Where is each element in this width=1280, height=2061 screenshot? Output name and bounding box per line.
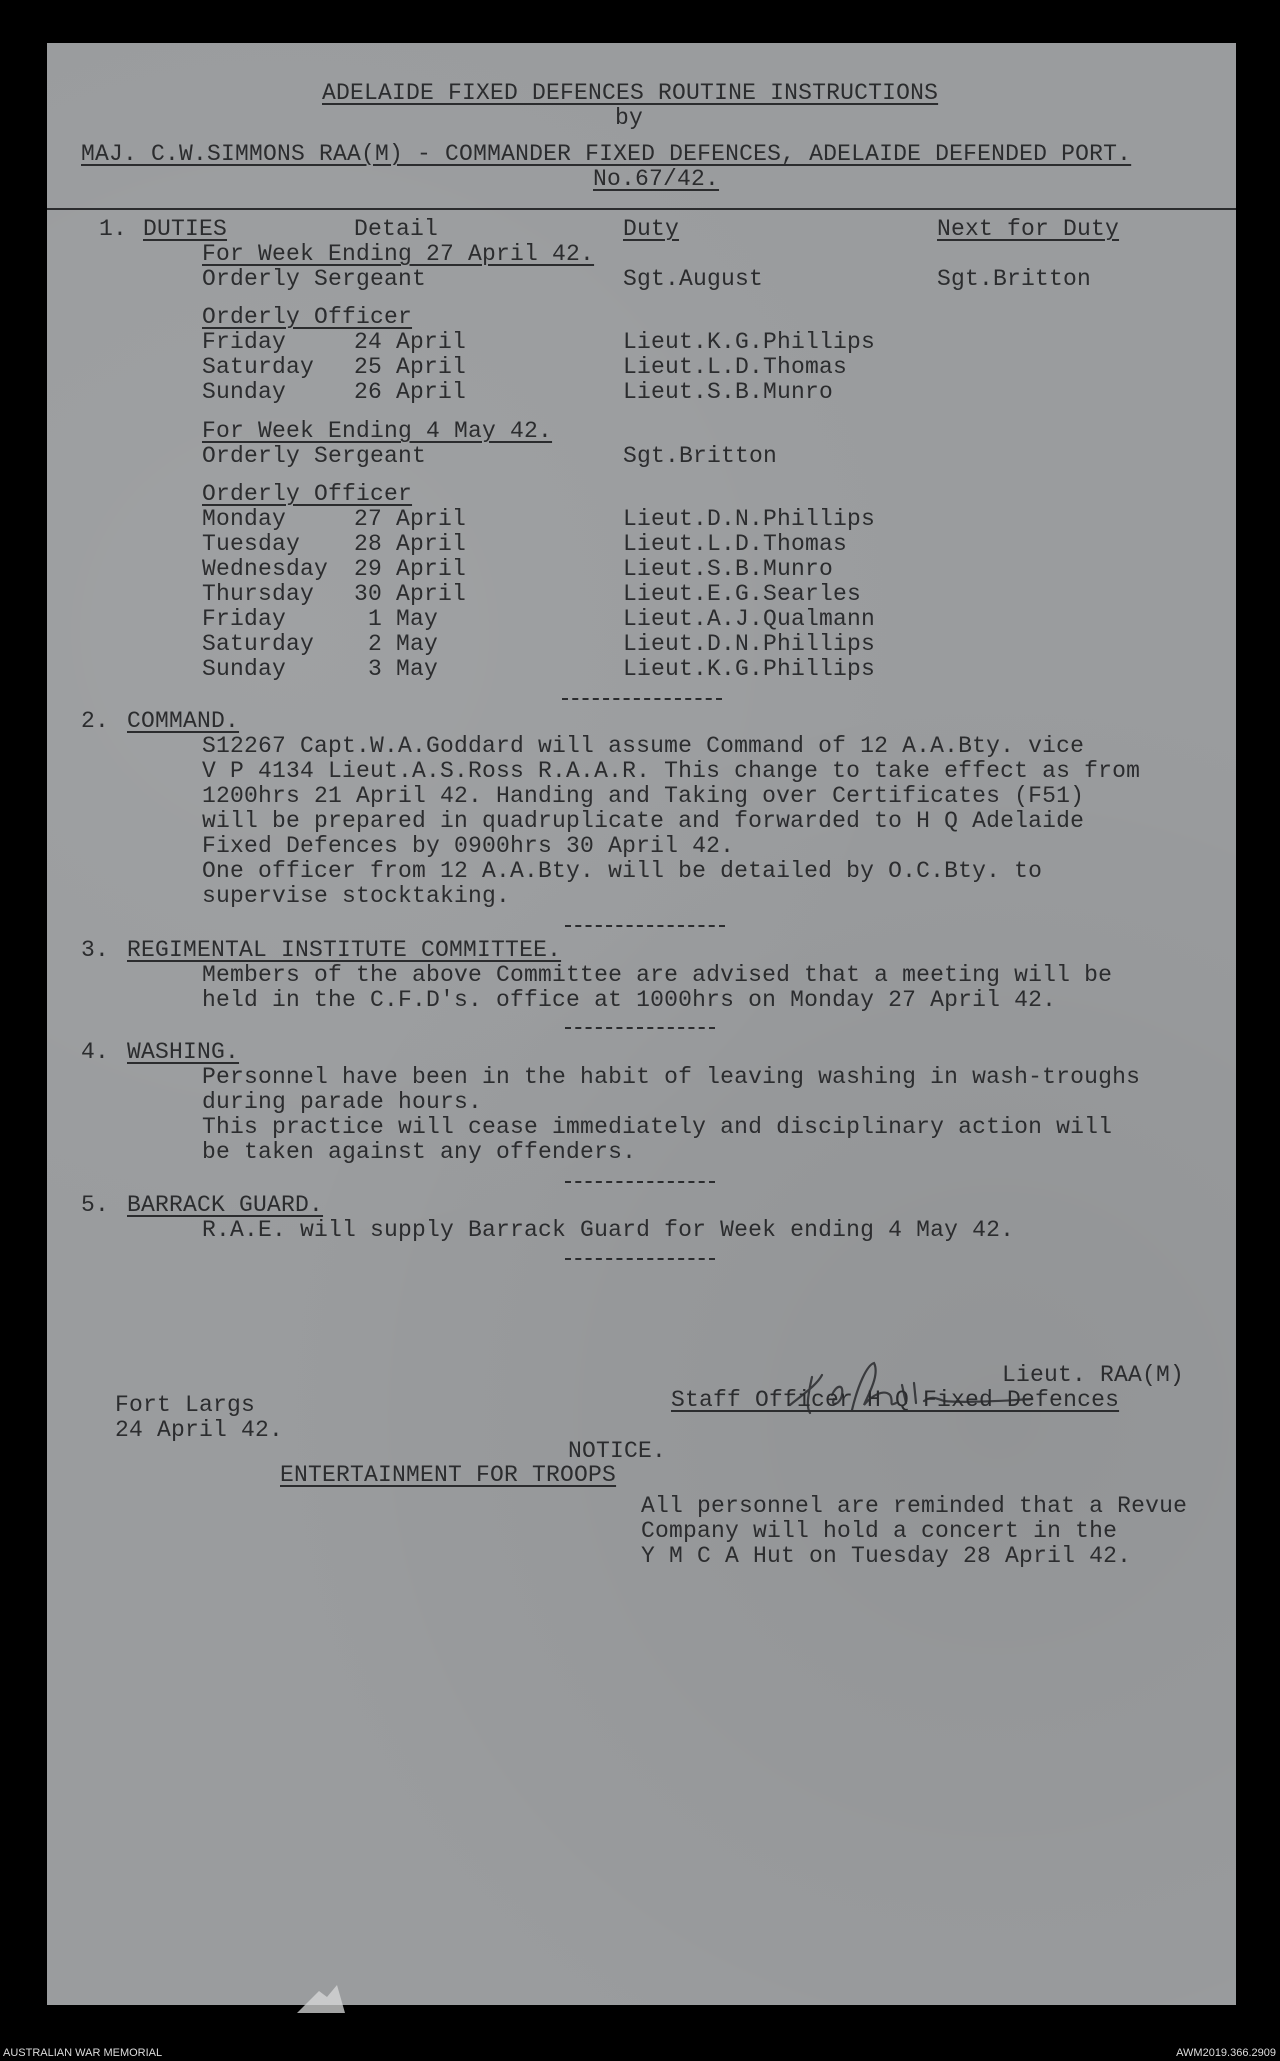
footer-archive-name: AUSTRALIAN WAR MEMORIAL	[3, 2047, 163, 2059]
roster-officer: Lieut.K.G.Phillips	[623, 656, 876, 682]
command-line: One officer from 12 A.A.Bty. will be detailed by O.C.Bty. to	[202, 858, 1043, 884]
command-line: Fixed Defences by 0900hrs 30 April 42.	[202, 833, 735, 859]
command-line: V P 4134 Lieut.A.S.Ross R.A.A.R. This change to take effect as from	[202, 758, 1141, 784]
roster-officer: Lieut.L.D.Thomas	[623, 531, 848, 557]
duties-col-duty: Duty	[623, 216, 680, 242]
roster-day: Thursday	[202, 581, 315, 607]
roster-date: 24 April	[354, 329, 467, 355]
roster-date: 30 April	[354, 581, 467, 607]
guard-title: BARRACK GUARD.	[127, 1192, 324, 1218]
header-number: No.67/42.	[593, 166, 720, 192]
washing-line: This practice will cease immediately and disciplinary action will	[202, 1114, 1113, 1140]
roster-officer: Lieut.D.N.Phillips	[623, 631, 876, 657]
command-line: 1200hrs 21 April 42. Handing and Taking over Certificates (F51)	[202, 783, 1085, 809]
command-line: will be prepared in quadruplicate and forwarded to H Q Adelaide	[202, 808, 1085, 834]
week2-officer-heading: Orderly Officer	[202, 481, 413, 507]
command-line: S12267 Capt.W.A.Goddard will assume Command of 12 A.A.Bty. vice	[202, 733, 1085, 759]
roster-day: Monday	[202, 506, 287, 532]
section-divider	[565, 1181, 715, 1183]
section-divider	[562, 698, 722, 700]
washing-number: 4.	[81, 1039, 110, 1065]
week1-officer-heading: Orderly Officer	[202, 304, 413, 330]
week1-sergeant-next: Sgt.Britton	[937, 266, 1092, 292]
roster-officer: Lieut.D.N.Phillips	[623, 506, 876, 532]
section-divider	[565, 1027, 715, 1029]
roster-day: Wednesday	[202, 556, 329, 582]
week2-heading: For Week Ending 4 May 42.	[202, 418, 553, 444]
section-divider	[565, 925, 725, 927]
signoff-title: Staff Officer H Q Fixed Defences	[671, 1387, 1120, 1413]
roster-date: 3 May	[354, 656, 439, 682]
duties-col-detail: Detail	[354, 216, 439, 242]
washing-line: be taken against any offenders.	[202, 1139, 637, 1165]
signoff-place: Fort Largs	[115, 1392, 256, 1418]
roster-officer: Lieut.A.J.Qualmann	[623, 606, 876, 632]
roster-day: Friday	[202, 606, 287, 632]
roster-officer: Lieut.S.B.Munro	[623, 556, 834, 582]
duties-col-next: Next for Duty	[937, 216, 1120, 242]
roster-date: 2 May	[354, 631, 439, 657]
roster-officer: Lieut.E.G.Searles	[623, 581, 862, 607]
notice-line: All personnel are reminded that a Revue	[641, 1493, 1188, 1519]
document-page	[47, 43, 1236, 2005]
guard-line: R.A.E. will supply Barrack Guard for Week ending 4 May 42.	[202, 1217, 1015, 1243]
roster-day: Saturday	[202, 354, 315, 380]
roster-day: Saturday	[202, 631, 315, 657]
roster-day: Sunday	[202, 656, 287, 682]
header-by: by	[615, 105, 644, 131]
roster-date: 27 April	[354, 506, 467, 532]
committee-line: held in the C.F.D's. office at 1000hrs on Monday 27 April 42.	[202, 987, 1057, 1013]
duties-number: 1.	[99, 216, 128, 242]
signoff-rank: Lieut. RAA(M)	[1002, 1362, 1185, 1388]
committee-line: Members of the above Committee are advised that a meeting will be	[202, 962, 1113, 988]
roster-date: 1 May	[354, 606, 439, 632]
paper-tear-mark	[297, 1983, 357, 2013]
guard-number: 5.	[81, 1192, 110, 1218]
footer-accession-id: AWM2019.366.2909	[1176, 2047, 1276, 2059]
roster-date: 25 April	[354, 354, 467, 380]
roster-day: Tuesday	[202, 531, 301, 557]
section-divider	[565, 1258, 715, 1260]
duties-title: DUTIES	[143, 216, 228, 242]
command-title: COMMAND.	[127, 708, 240, 734]
header-title: ADELAIDE FIXED DEFENCES ROUTINE INSTRUCTIONS	[322, 80, 939, 106]
notice-line: Y M C A Hut on Tuesday 28 April 42.	[641, 1543, 1132, 1569]
roster-date: 26 April	[354, 379, 467, 405]
week1-heading: For Week Ending 27 April 42.	[202, 241, 595, 267]
roster-officer: Lieut.K.G.Phillips	[623, 329, 876, 355]
week1-sergeant-duty: Sgt.August	[623, 266, 764, 292]
washing-title: WASHING.	[127, 1039, 240, 1065]
roster-officer: Lieut.L.D.Thomas	[623, 354, 848, 380]
washing-line: Personnel have been in the habit of leaving washing in wash-troughs	[202, 1064, 1141, 1090]
signoff-date: 24 April 42.	[115, 1417, 284, 1443]
week2-sergeant-label: Orderly Sergeant	[202, 443, 427, 469]
notice-subheading: ENTERTAINMENT FOR TROOPS	[280, 1462, 617, 1488]
week2-sergeant-duty: Sgt.Britton	[623, 443, 778, 469]
roster-day: Friday	[202, 329, 287, 355]
washing-line: during parade hours.	[202, 1089, 483, 1115]
roster-day: Sunday	[202, 379, 287, 405]
notice-heading: NOTICE.	[568, 1438, 667, 1464]
notice-line: Company will hold a concert in the	[641, 1518, 1118, 1544]
week1-sergeant-label: Orderly Sergeant	[202, 266, 427, 292]
header-commander: MAJ. C.W.SIMMONS RAA(M) - COMMANDER FIXED DEFENCES, ADELAIDE DEFENDED PORT.	[81, 141, 1132, 167]
roster-date: 29 April	[354, 556, 467, 582]
header-rule	[47, 208, 1236, 210]
committee-title: REGIMENTAL INSTITUTE COMMITTEE.	[127, 937, 562, 963]
committee-number: 3.	[81, 937, 110, 963]
roster-date: 28 April	[354, 531, 467, 557]
command-number: 2.	[81, 708, 110, 734]
roster-officer: Lieut.S.B.Munro	[623, 379, 834, 405]
command-line: supervise stocktaking.	[202, 883, 511, 909]
